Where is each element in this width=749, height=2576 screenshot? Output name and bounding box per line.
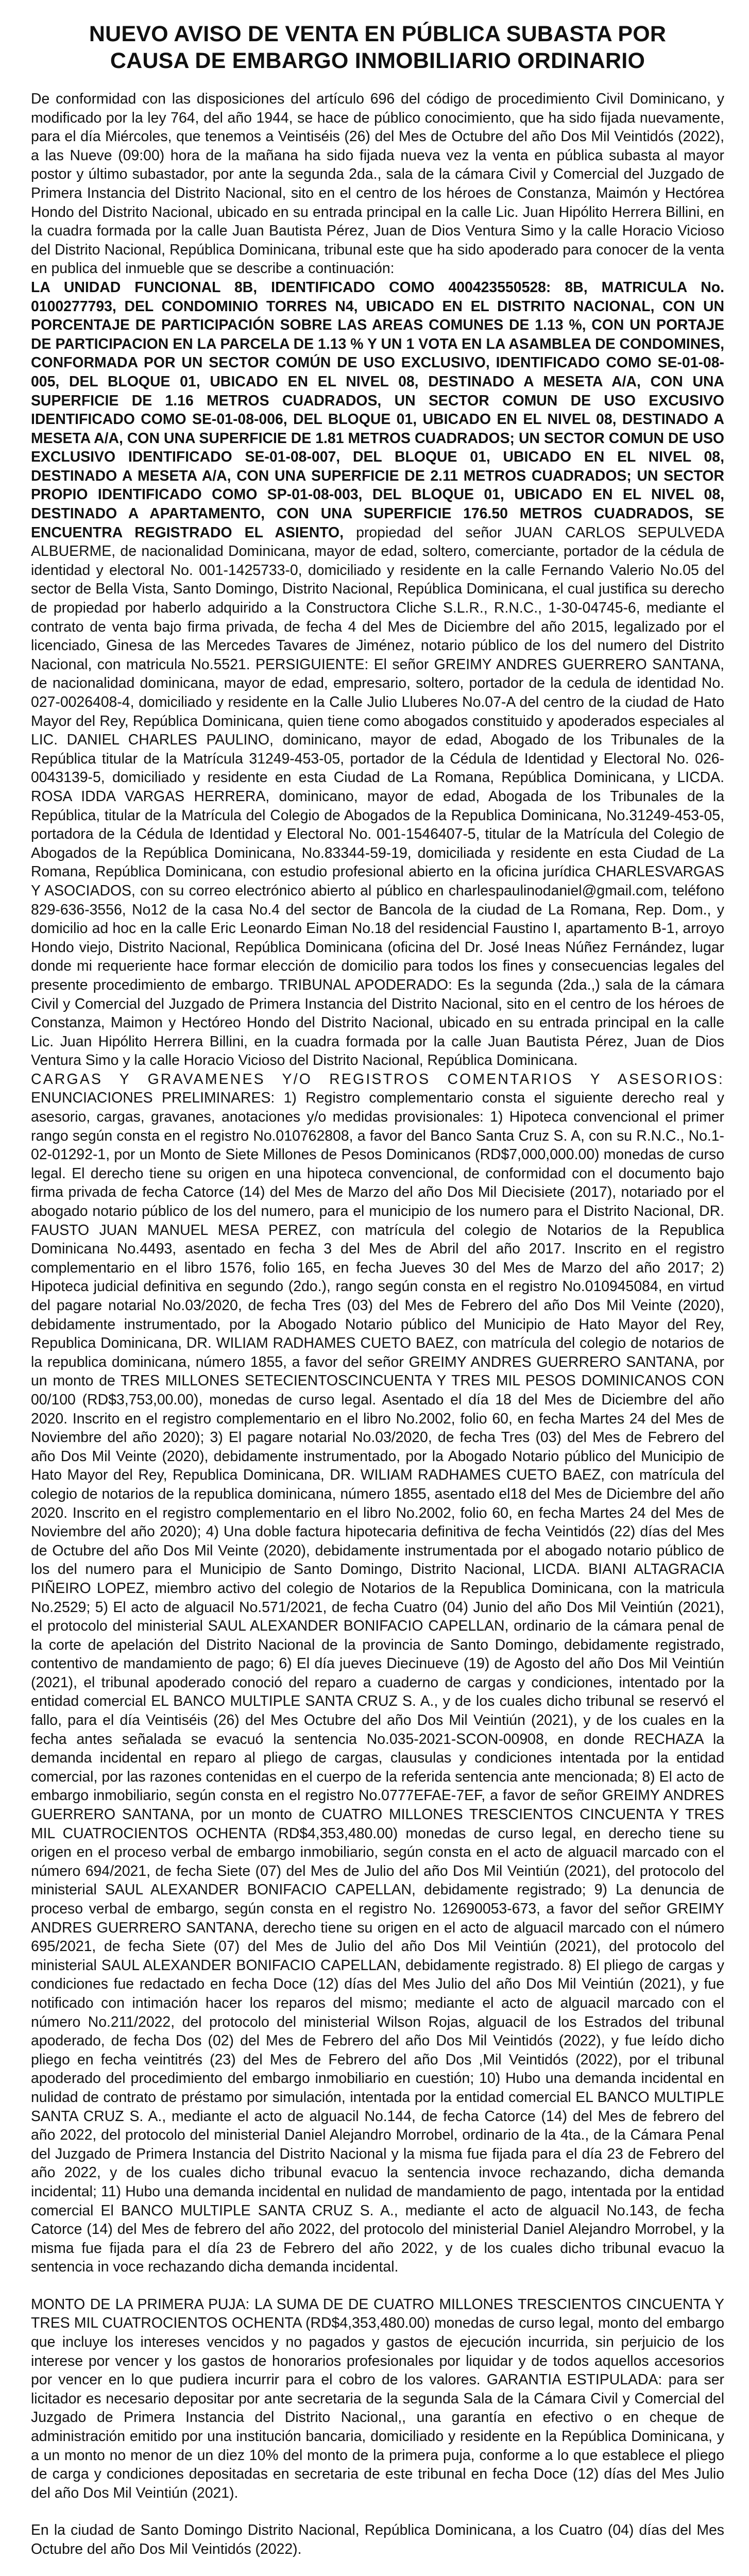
closing-paragraph: En la ciudad de Santo Domingo Distrito Nacional, República Dominicana, a los Cuatro (04) días del Mes Octubre del año Dos Mil Veintidós (2022). [31,2522,724,2557]
intro-text: De conformidad con las disposiciones del artículo 696 del código de procedimiento Civil Dominicano, y modificado por la ley 764, del año 1944, se hace de público conocimiento, que ha sido fijada nuevamente, para el día Miércoles, que tenemos a Veintiséis (26) del Mes de Octubre del año Dos Mil Veintidós (2022), a las Nueve (09:00) hora de la mañana ha sido fijada nueva vez la venta en pública subasta al mayor postor y último subastador, por ante la segunda 2da., sala de la cámara Civil y Comercial del Juzgado de Primera Instancia del Distrito Nacional, sito en el centro de los héroes de Constanza, Maimón y Hectórea Hondo del Distrito Nacional, ubicado en su entrada principal en la calle Lic. Juan Hipólito Herrera Billini, en la cuadra formada por la calle Juan Bautista Pérez, Juan de Dios Ventura Simo y la calle Horacio Vicioso del Distrito Nacional, República Dominicana, tribunal este que ha sido apoderado para conocer de la venta en publica del inmueble que se describe a continuación: [31,91,724,277]
property-description: LA UNIDAD FUNCIONAL 8B, IDENTIFICADO COMO 400423550528: 8B, MATRICULA No. 0100277793, DEL CONDOMINIO TORRES N4, UBICADO EN EL DISTRITO NACIONAL, CON UN PORCENTAJE DE PARTICIPACIÓN SOBRE LAS AREAS COMUNES DE 1.13 %, CON UN PORTAJE DE PARTICIPACION EN LA PARCELA DE 1.13 % Y UN 1 VOTA EN LA ASAMBLEA DE CONDOMINES, CONFORMADA POR UN SECTOR COMÚN DE USO EXCLUSIVO, IDENTIFICADO COMO SE-01-08-005, DEL BLOQUE 01, UBICADO EN EL NIVEL 08, DESTINADO A MESETA A/A, CON UNA SUPERFICIE DE 1.16 METROS CUADRADOS, UN SECTOR COMUN DE USO EXCUSIVO IDENTIFICADO COMO SE-01-08-006, DEL BLOQUE 01, UBICADO EN EL NIVEL 08, DESTINADO A MESETA A/A, CON UNA SUPERFICIE DE 1.81 METROS CUADRADOS; UN SECTOR COMUN DE USO EXCLUSIVO IDENTIFICADO SE-01-08-007, DEL BLOQUE 01, UBICADO EN EL NIVEL 08, DESTINADO A MESETA A/A, CON UNA SUPERFICIE DE 2.11 METROS CUADRADOS; UN SECTOR PROPIO IDENTIFICADO COMO SP-01-08-003, DEL BLOQUE 01, UBICADO EN EL NIVEL 08, DESTINADO A APARTAMENTO, CON UNA SUPERFICIE 176.50 METROS CUADRADOS, SE ENCUENTRA REGISTRADO EL ASIENTO, [31,279,724,541]
charges-heading: CARGAS Y GRAVAMENES Y/O REGISTROS COMENTARIOS Y ASESORIOS: [31,1071,724,1088]
title-line-1: NUEVO AVISO DE VENTA EN PÚBLICA SUBASTA POR [89,22,667,46]
notice-body [31,90,724,2559]
auction-terms-paragraph: MONTO DE LA PRIMERA PUJA: LA SUMA DE DE CUATRO MILLONES TRESCIENTOS CINCUENTA Y TRES MIL CUATROCIENTOS OCHENTA (RD$4,353,480.00) monedas de curso legal, monto del embargo que incluye los intereses vencidos y no pagados y gastos de ejecución incurrida, sin perjuicio de los interese por vencer y los gastos de honorarios profesionales por liquidar y de todos aquellos accesorios por vencer en lo que pudiera incurrir para el cobro de los valores. GARANTIA ESTIPULADA: para ser licitador es necesario depositar por ante secretaria de la segunda Sala de la Cámara Civil y Comercial del Juzgado de Primera Instancia del Distrito Nacional,, una garantía en efectivo o en cheque de administración emitido por una institución bancaria, domiciliado y residente en la República Dominicana, y a un monto no menor de un diez 10% del monto de la primera puja, conforme a lo que establece el pliego de carga y condiciones depositadas en secretaria de este tribunal en fecha Doce (12) días del Mes Julio del año Dos Mil Veintiún (2021). [31,2296,724,2501]
notice-title [31,21,724,74]
title-line-2: CAUSA DE EMBARGO INMOBILIARIO ORDINARIO [110,48,645,73]
owner-and-parties-text: propiedad del señor JUAN CARLOS SEPULVEDA ALBUERME, de nacionalidad Dominicana, mayor de edad, soltero, comerciante, portador de la cédula de identidad y electoral No. 001-1425733-0, domiciliado y residente en la calle Fernando Valerio No.05 del sector de Bella Vista, Santo Domingo, Distrito Nacional, República Dominicana, el cual justifica su derecho de propiedad por haberlo adquirido a la Constructora Cliche S.L.R., R.N.C., 1-30-04745-6, mediante el contrato de venta bajo firma privada, de fecha 4 del Mes de Diciembre del año 2015, legalizado por el licenciado, Ginesa de las Mercedes Tavares de Jiménez, notario público de los del numero del Distrito Nacional, con matricula No.5521. PERSIGUIENTE: El señor GREIMY ANDRES GUERRERO SANTANA, de nacionalidad dominicana, mayor de edad, empresario, soltero, portador de la cedula de identidad No. 027-0026408-4, domiciliado y residente en la Calle Julio Lluberes No.07-A del centro de la ciudad de Hato Mayor del Rey, República Dominicana, quien tiene como abogados constituido y apoderados especiales al LIC. DANIEL CHARLES PAULINO, dominicano, mayor de edad, Abogado de los Tribunales de la República titular de la Matrícula 31249-453-05, portador de la Cédula de Identidad y Electoral No. 026-0043139-5, domiciliado y residente en esta Ciudad de La Romana, República Dominicana, y LICDA. ROSA IDDA VARGAS HERRERA, dominicano, mayor de edad, Abogada de los Tribunales de la República, titular de la Matrícula del Colegio de Abogados de la Republica Dominicana, No.31249-453-05, portadora de la Cédula de Identidad y Electoral No. 001-1546407-5, titular de la Matrícula del Colegio de Abogados de la República Dominicana, No.83344-59-19, domiciliada y residente en esta Ciudad de La Romana, República Dominicana, con estudio profesional abierto en la oficina jurídica CHARLESVARGAS Y ASOCIADOS, con su correo electrónico abierto al público en charlespaulinodaniel@gmail.com, teléfono 829-636-3556, No12 de la casa No.4 del sector de Bancola de la ciudad de La Romana, Rep. Dom., y domicilio ad hoc en la calle Eric Leonardo Eiman No.18 del residencial Faustino I, apartamento B-1, arroyo Hondo viejo, Distrito Nacional, República Dominicana (oficina del Dr. José Ineas Núñez Fernández, lugar donde mi requeriente hace formar elección de domicilio para todos los fines y consecuencias legales del presente procedimiento de embargo. TRIBUNAL APODERADO: Es la segunda (2da.,) sala de la cámara Civil y Comercial del Juzgado de Primera Instancia del Distrito Nacional, sito en el centro de los héroes de Constanza, Maimon y Hectóreo Hondo del Distrito Nacional, ubicado en su entrada principal en la calle Lic. Juan Hipólito Herrera Billini, en la cuadra formada por la calle Juan Bautista Pérez, Juan de Dios Ventura Simo y la calle Horacio Vicioso del Distrito Nacional, República Dominicana. [31,524,724,1069]
intro-paragraph [31,90,724,2277]
charges-text: ENUNCIACIONES PRELIMINARES: 1) Registro complementario consta el siguiente derecho real y asesorio, cargas, gravanes, anotaciones y/o medidas provisionales: 1) Hipoteca convencional el primer rango según consta en el registro No.010762808, a favor del Banco Santa Cruz S. A, con su R.N.C., No.1-02-01292-1, por un Monto de Siete Millones de Pesos Dominicanos (RD$7,000,000.00) monedas de curso legal. El derecho tiene su origen en una hipoteca convencional, de conformidad con el documento bajo firma privada de fecha Catorce (14) del Mes de Marzo del año Dos Mil Diecisiete (2017), notariado por el abogado notario público de los del numero, para el municipio de los numero para el Distrito Nacional, DR. FAUSTO JUAN MANUEL MESA PEREZ, con matrícula del colegio de Notarios de la Republica Dominicana No.4493, asentado en fecha 3 del Mes de Abril del año 2017. Inscrito en el registro complementario en el libro 1576, folio 165, en fecha Jueves 30 del Mes de Marzo del año 2017; 2) Hipoteca judicial definitiva en segundo (2do.), rango según consta en el registro No.010945084, en virtud del pagare notarial No.03/2020, de fecha Tres (03) del Mes de Febrero del año Dos Mil Veinte (2020), debidamente instrumentado, por la Abogado Notario público del Municipio de Hato Mayor del Rey, Republica Dominicana, DR. WILIAM RADHAMES CUETO BAEZ, con matrícula del colegio de notarios de la republica dominicana, número 1855, a favor del señor GREIMY ANDRES GUERRERO SANTANA, por un monto de TRES MILLONES SETECIENTOSCINCUENTA Y TRES MIL PESOS DOMINICANOS CON 00/100 (RD$3,753,00.00), monedas de curso legal. Asentado el día 18 del Mes de Diciembre del año 2020. Inscrito en el registro complementario en el libro No.2002, folio 60, en fecha Martes 24 del Mes de Noviembre del año 2020); 3) El pagare notarial No.03/2020, de fecha Tres (03) del Mes de Febrero del año Dos Mil Veinte (2020), debidamente instrumentado, por la Abogado Notario público del Municipio de Hato Mayor del Rey, Republica Dominicana, DR. WILIAM RADHAMES CUETO BAEZ, con matrícula del colegio de notarios de la republica dominicana, número 1855, asentado el18 del Mes de Diciembre del año 2020. Inscrito en el registro complementario en el libro No.2002, folio 60, en fecha Martes 24 del Mes de Noviembre del año 2020); 4) Una doble factura hipotecaria definitiva de fecha Veintidós (22) días del Mes de Octubre del año Dos Mil Veinte (2020), debidamente instrumentada por el abogado notario público de los del numero para el Municipio de Santo Domingo, Distrito Nacional, LICDA. BIANI ALTAGRACIA PIÑEIRO LOPEZ, miembro activo del colegio de Notarios de la Republica Dominicana, con la matricula No.2529; 5) El acto de alguacil No.571/2021, de fecha Cuatro (04) Junio del año Dos Mil Veintiún (2021), el protocolo del ministerial SAUL ALEXANDER BONIFACIO CAPELLAN, ordinario de la cámara penal de la corte de apelación del Distrito Nacional de la provincia de Santo Domingo, debidamente registrado, contentivo de mandamiento de pago; 6) El día jueves Diecinueve (19) de Agosto del año Dos Mil Veintiún (2021), el tribunal apoderado conoció del reparo a cuaderno de cargas y condiciones, intentado por la entidad comercial EL BANCO MULTIPLE SANTA CRUZ S. A., y de los cuales dicho tribunal se reservó el fallo, para el día Veintiséis (26) del Mes Octubre del año Dos Mil Veintiún (2021), y de los cuales en la fecha antes señalada se evacuó la sentencia No.035-2021-SCON-00908, en donde RECHAZA la demanda incidental en reparo al pliego de cargas, clausulas y condiciones intentada por la entidad comercial, por las razones contenidas en el cuerpo de la referida sentencia ante mencionada; 8) El acto de embargo inmobiliario, según consta en el registro No.0777EFAE-7EF, a favor de señor GREIMY ANDRES GUERRERO SANTANA, por un monto de CUATRO MILLONES TRESCIENTOS CINCUENTA Y TRES MIL CUATROCIENTOS OCHENTA (RD$4,353,480.00) monedas de curso legal, en derecho tiene su origen en el proceso verbal de embargo inmobiliario, según consta en el acto de alguacil marcado con el número 694/2021, de fecha Siete (07) del Mes de Julio del año Dos Mil Veintiún (2021), del protocolo del ministerial SAUL ALEXANDER BONIFACIO CAPELLAN, debidamente registrado; 9) La denuncia de proceso verbal de embargo, según consta en el registro No. 12690053-673, a favor del señor GREIMY ANDRES GUERRERO SANTANA, derecho tiene su origen en el acto de alguacil marcado con el número 695/2021, de fecha Siete (07) del Mes de Julio del año Dos Mil Veintiún (2021), del protocolo del ministerial SAUL ALEXANDER BONIFACIO CAPELLAN, debidamente registrado. 8) El pliego de cargas y condiciones fue redactado en fecha Doce (12) días del Mes Julio del año Dos Mil Veintiún (2021), y fue notificado con intimación hacer los reparos del mismo; mediante el acto de alguacil marcado con el número No.211/2022, del protocolo del ministerial Wilson Rojas, alguacil de los Estrados del tribunal apoderado, de fecha Dos (02) del Mes de Febrero del año Dos Mil Veintidós (2022), y fue leído dicho pliego en fecha veintitrés (23) del Mes de Febrero del año Dos ,Mil Veintidós (2022), por el tribunal apoderado del procedimiento del embargo inmobiliario en cuestión; 10) Hubo una demanda incidental en nulidad de contrato de préstamo por simulación, intentada por la entidad comercial EL BANCO MULTIPLE SANTA CRUZ S. A., mediante el acto de alguacil No.144, de fecha Catorce (14) del Mes de febrero del año 2022, del protocolo del ministerial Daniel Alejandro Morrobel, ordinario de la 4ta., de la Cámara Penal del Juzgado de Primera Instancia del Distrito Nacional y la misma fue fijada para el día 23 de Febrero del año 2022, y de los cuales dicho tribunal evacuo la sentencia invoce rechazando, dicha demanda incidental; 11) Hubo una demanda incidental en nulidad de mandamiento de pago, intentada por la entidad comercial El BANCO MULTIPLE SANTA CRUZ S. A., mediante el acto de alguacil No.143, de fecha Catorce (14) del Mes de febrero del año 2022, del protocolo del ministerial Daniel Alejandro Morrobel, y la misma fue fijada para el día 23 de Febrero del año 2022, y de los cuales dicho tribunal evacuo la sentencia in voce rechazando dicha demanda incidental. [31,1090,724,2276]
